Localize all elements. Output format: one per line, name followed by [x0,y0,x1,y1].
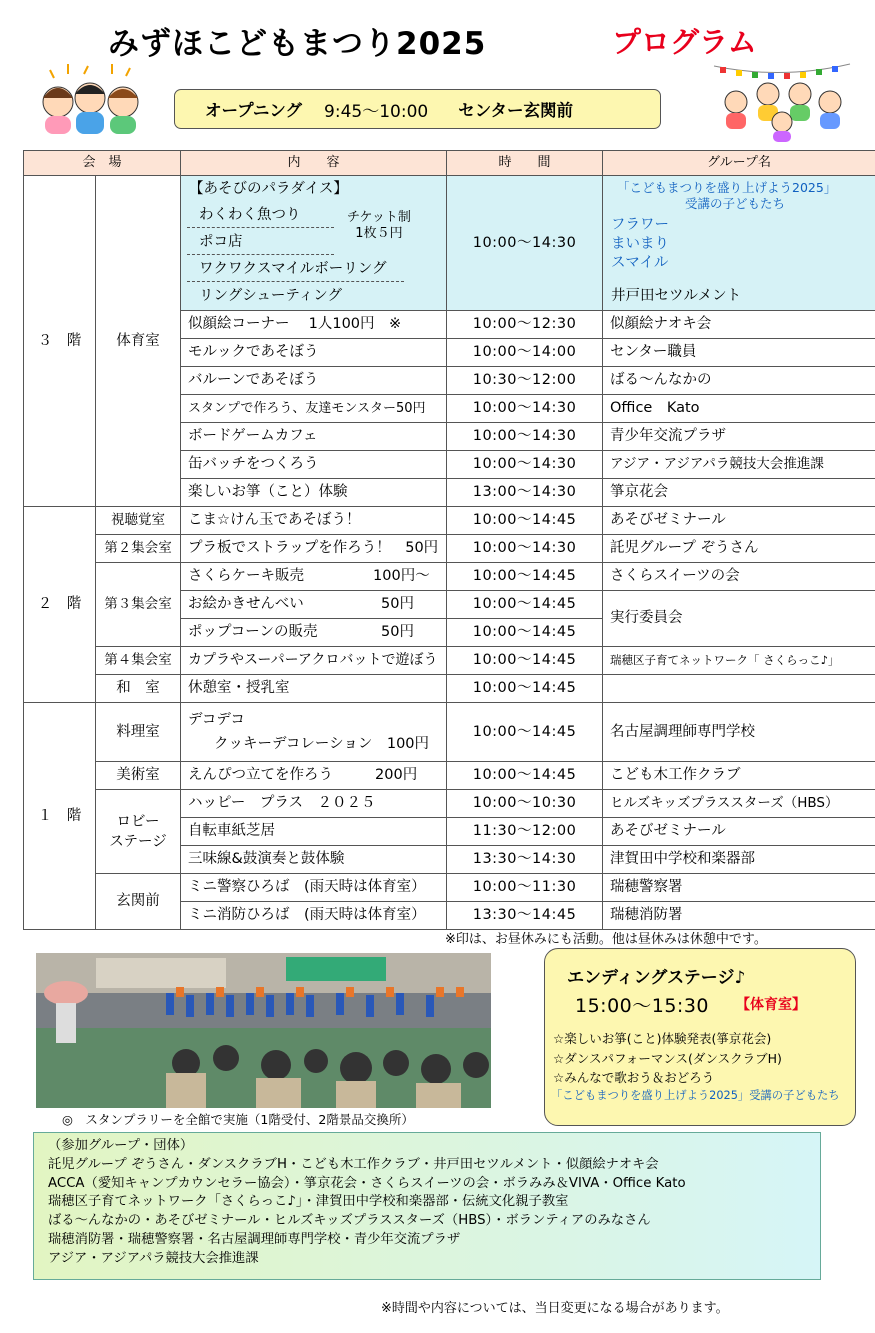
row-group: あそびゼミナール [603,818,875,846]
venue-gym: 体育室 [96,176,181,507]
table-row [24,563,875,591]
ending-last: 「こどもまつりを盛り上げよう2025」受講の子どもたち [551,1089,840,1102]
row-price: 200円 [375,767,418,783]
paradise-item: わくわく魚つり [187,203,334,228]
row-content: バルーンであそぼう [181,367,447,395]
row-content: ミニ警察ひろば (雨天時は体育室） [181,874,447,902]
row-group: アジア・アジアパラ競技大会推進課 [603,451,875,479]
row-group: 瑞穂警察署 [603,874,875,902]
venue-art: 美術室 [96,762,181,790]
row-content [181,619,447,647]
groups-line: 瑞穂消防署・瑞穂警察署・名古屋調理師専門学校・青少年交流プラザ [48,1231,461,1247]
paradise-time: 10:00〜14:30 [447,176,603,311]
change-note: ※時間や内容については、当日変更になる場合があります。 [381,1301,729,1316]
floor-2: ２ 階 [24,507,96,703]
row-time: 10:00〜14:45 [447,563,603,591]
paradise-group-line1: 「こどもまつりを盛り上げよう2025」 [617,180,837,195]
row-time: 13:00〜14:30 [447,479,603,507]
row-content: スタンプで作ろう、友達モンスター50円 [181,395,447,423]
row-price: 100円〜 [373,568,430,584]
row-group: 名古屋調理師専門学校 [603,703,875,762]
row-content-text: さくらケーキ販売 [188,568,305,584]
row-content: 楽しいお箏（こと）体験 [181,479,447,507]
row-group: Office Kato [603,395,875,423]
row-time: 10:00〜14:00 [447,339,603,367]
paradise-item: リングシューティング [199,288,342,304]
table-row [24,176,875,311]
row-content: 似顔絵コーナー 1人100円 ※ [181,311,447,339]
paradise-group-item: まいまり [611,236,670,252]
opening-box [174,89,661,129]
venue-cooking: 料理室 [96,703,181,762]
table-row [24,762,875,790]
row-content-text: お絵かきせんべい [188,596,304,612]
row-group: 瑞穂消防署 [603,902,875,930]
row-content: 缶バッチをつくろう [181,451,447,479]
venue-lobby: ロビー ステージ [96,790,181,874]
row-group: こども木工作クラブ [603,762,875,790]
row-time: 10:00〜14:45 [447,703,603,762]
event-photo [36,953,491,1108]
ending-item: ☆ダンスパフォーマンス(ダンスクラブH) [553,1051,782,1066]
paradise-heading: 【あそびのパラダイス】 [189,181,348,197]
ending-title: エンディングステージ♪ [567,968,746,988]
row-content: プラ板でストラップを作ろう！ 50円 [181,535,447,563]
row-group: ばる〜んなかの [603,367,875,395]
ending-stage-box [544,948,856,1126]
row-content: 休憩室・授乳室 [181,675,447,703]
row-group: あそびゼミナール [603,507,875,535]
row-time: 10:00〜14:30 [447,395,603,423]
row-group: 津賀田中学校和楽器部 [603,846,875,874]
row-time: 10:00〜12:30 [447,311,603,339]
venue-room4: 第４集会室 [96,647,181,675]
row-group: 青少年交流プラザ [603,423,875,451]
groups-line: 瑞穂区子育てネットワーク「さくらっこ♪」・津賀田中学校和楽器部・伝統文化親子教室 [48,1194,569,1210]
header-content: 内 容 [181,151,447,176]
page-subtitle: プログラム [612,25,757,59]
row-group: 託児グループ ぞうさん [603,535,875,563]
row-group: ヒルズキッズプラススターズ（HBS） [603,790,875,818]
opening-place: センター玄関前 [458,101,574,120]
row-price: 50円 [381,596,414,612]
participant-groups [33,1132,821,1280]
table-row [24,874,875,902]
venue-room2: 第２集会室 [96,535,181,563]
paradise-item: ワクワクスマイルボーリング [187,257,404,282]
row-group: 箏京花会 [603,479,875,507]
table-row [24,507,875,535]
program-table [23,150,875,930]
row-time: 10:00〜14:45 [447,619,603,647]
venue-room3: 第３集会室 [96,563,181,647]
row-content: ハッピー プラス ２０２５ [181,790,447,818]
row-content: モルックであそぼう [181,339,447,367]
paradise-group-last: 井戸田セツルメント [611,288,742,304]
row-content [181,591,447,619]
row-group [603,675,875,703]
table-row [24,703,875,762]
ending-item: ☆楽しいお箏(こと)体験発表(箏京花会) [553,1031,772,1046]
header-time: 時 間 [447,151,603,176]
paradise-group-item: フラワー [611,217,670,233]
floor-3: ３ 階 [24,176,96,507]
row-content-line1: デコデコ [188,712,245,728]
header-venue: 会 場 [24,151,181,176]
row-time: 11:30〜12:00 [447,818,603,846]
row-time: 10:00〜14:45 [447,591,603,619]
row-content [181,762,447,790]
row-content [181,563,447,591]
venue-av: 視聴覚室 [96,507,181,535]
row-content: 三味線&鼓演奏と鼓体験 [181,846,447,874]
table-row [24,790,875,818]
paradise-group-item: スマイル [611,255,669,271]
ending-item: ☆みんなで歌おう＆おどろう [553,1070,715,1085]
row-time: 10:00〜14:45 [447,647,603,675]
floor-1: １ 階 [24,703,96,930]
table-row [24,675,875,703]
row-content: 自転車紙芝居 [181,818,447,846]
row-group: 実行委員会 [603,591,875,647]
ending-place: 【体育室】 [736,997,806,1013]
row-group: 似顔絵ナオキ会 [603,311,875,339]
row-time: 10:30〜12:00 [447,367,603,395]
row-group: センター職員 [603,339,875,367]
row-time: 13:30〜14:45 [447,902,603,930]
row-time: 10:00〜14:45 [447,762,603,790]
header-group: グループ名 [603,151,875,176]
row-time: 10:00〜14:30 [447,451,603,479]
page-title: みずほこどもまつり2025 [108,26,487,62]
lunch-note: ※印は、お昼休みにも活動。他は昼休みは休憩中です。 [445,932,767,947]
row-price: 50円 [381,624,414,640]
groups-line: アジア・アジアパラ競技大会推進課 [48,1250,259,1266]
paradise-cell [181,176,447,311]
ending-time: 15:00〜15:30 [575,995,710,1017]
paradise-group-line2: 受講の子どもたち [685,196,786,211]
venue-entrance: 玄関前 [96,874,181,930]
photo-caption: ◎ スタンプラリーを全館で実施（1階受付、2階景品交換所） [62,1112,414,1127]
ticket-note: チケット制 1枚５円 [347,210,411,241]
paradise-item: ポコ店 [187,230,334,255]
row-time: 13:30〜14:30 [447,846,603,874]
groups-line: ばる〜んなかの・あそびゼミナール・ヒルズキッズプラススターズ（HBS）・ボランティアのみなさん [48,1213,651,1229]
row-content-text: えんぴつ立てを作ろう [188,767,334,783]
kids-illustration-left-icon [30,62,148,134]
groups-line: 託児グループ ぞうさん・ダンスクラブH・こども木工作クラブ・井戸田セツルメント・似顔絵ナオキ会 [48,1156,659,1172]
row-content-line2: クッキーデコレーション 100円 [214,736,430,752]
row-content-text: ポップコーンの販売 [188,624,318,640]
opening-time: 9:45〜10:00 [324,101,429,122]
groups-line: ACCA（愛知キャンプカウンセラー協会）・箏京花会・さくらスイーツの会・ボラみみ＆VIVA・Office Kato [48,1175,686,1191]
table-header-row [24,151,875,176]
row-time: 10:00〜14:45 [447,507,603,535]
row-group: さくらスイーツの会 [603,563,875,591]
venue-washitsu: 和 室 [96,675,181,703]
opening-label: オープニング [205,101,303,120]
row-content: こま☆けん玉であそぼう！ [181,507,447,535]
table-row [24,647,875,675]
kids-illustration-right-icon [712,58,852,142]
row-content: ミニ消防ひろば (雨天時は体育室） [181,902,447,930]
groups-heading: （参加グループ・団体） [48,1138,194,1153]
row-content: ボードゲームカフェ [181,423,447,451]
row-content: カプラやスーパーアクロバットで遊ぼう [181,647,447,675]
row-time: 10:00〜14:30 [447,535,603,563]
row-time: 10:00〜14:30 [447,423,603,451]
table-row [24,535,875,563]
row-content [181,703,447,762]
row-group: 瑞穂区子育てネットワーク「 さくらっこ♪」 [603,647,875,675]
row-time: 10:00〜10:30 [447,790,603,818]
paradise-group-cell [603,176,875,311]
row-time: 10:00〜11:30 [447,874,603,902]
row-time: 10:00〜14:45 [447,675,603,703]
